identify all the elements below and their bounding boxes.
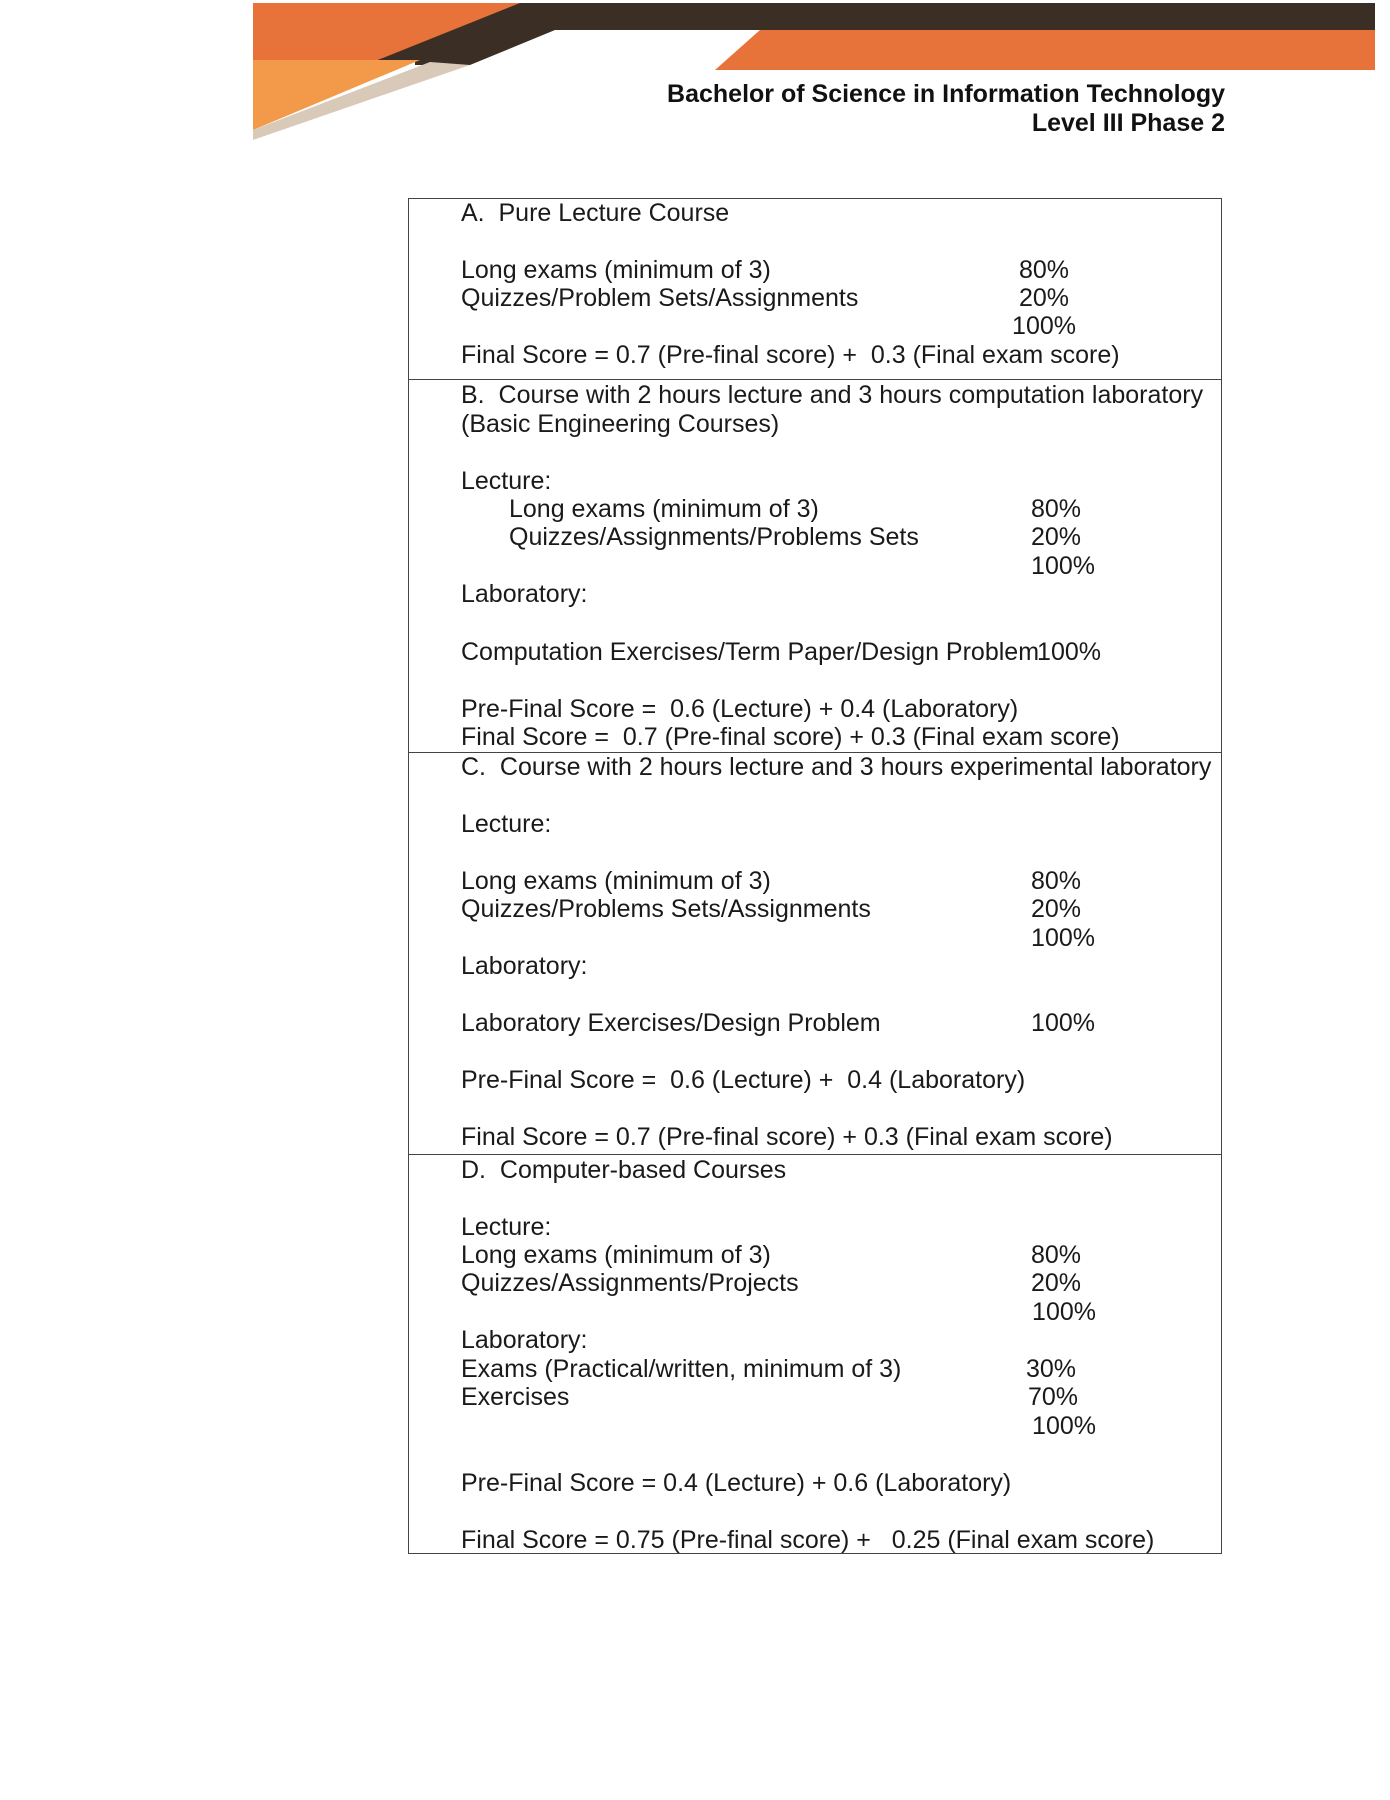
section-d-lab-label: Laboratory: <box>461 1326 588 1354</box>
section-b-title: B. Course with 2 hours lecture and 3 hours computation laboratory <box>461 381 1204 409</box>
section-d-lecture-label: Lecture: <box>461 1213 552 1241</box>
section-c-lecture-row-label: Long exams (minimum of 3) <box>461 867 771 895</box>
section-c-lab-row-value: 100% <box>1031 1009 1095 1037</box>
section-b-subtitle: (Basic Engineering Courses) <box>461 410 780 438</box>
section-b <box>409 380 1221 753</box>
banner-orange-right <box>715 30 1375 70</box>
section-d-lab-row-label: Exercises <box>461 1383 570 1411</box>
section-c-lecture-row-value: 20% <box>1030 895 1081 923</box>
section-c-lecture-row-label: Quizzes/Problems Sets/Assignments <box>461 895 871 923</box>
section-c-prefinal-score: Pre-Final Score = 0.6 (Lecture) + 0.4 (Laboratory) <box>461 1066 1026 1094</box>
section-c-lecture-label: Lecture: <box>461 810 552 838</box>
section-a-total: 100% <box>1012 312 1076 340</box>
section-d-final-score: Final Score = 0.75 (Pre-final score) + 0.25 (Final exam score) <box>461 1526 1155 1554</box>
banner-light-orange <box>253 60 420 130</box>
section-b-prefinal-score: Pre-Final Score = 0.6 (Lecture) + 0.4 (Laboratory) <box>461 695 1019 723</box>
section-b-lecture-label: Lecture: <box>461 467 552 495</box>
section-b-lecture-total: 100% <box>1031 552 1095 580</box>
section-d-prefinal-score: Pre-Final Score = 0.4 (Lecture) + 0.6 (Laboratory) <box>461 1469 1012 1497</box>
section-c <box>409 753 1221 1155</box>
section-b-final-score: Final Score = 0.7 (Pre-final score) + 0.3 (Final exam score) <box>461 723 1120 751</box>
section-d-title: D. Computer-based Courses <box>461 1156 787 1184</box>
section-b-lecture-row-value: 20% <box>1030 523 1081 551</box>
section-d-lab-row-value: 30% <box>1025 1355 1076 1383</box>
section-d-lab-total: 100% <box>1032 1412 1096 1440</box>
section-d-lecture-row-label: Long exams (minimum of 3) <box>461 1241 771 1269</box>
section-a-row-label: Quizzes/Problem Sets/Assignments <box>461 284 859 312</box>
section-d-lab-row-value: 70% <box>1027 1383 1078 1411</box>
section-d-lecture-total: 100% <box>1032 1298 1096 1326</box>
level-phase: Level III Phase 2 <box>1031 109 1225 137</box>
section-d-lecture-row-value: 80% <box>1030 1241 1081 1269</box>
section-d-lecture-row-label: Quizzes/Assignments/Projects <box>461 1269 799 1297</box>
section-b-lecture-row-label: Long exams (minimum of 3) <box>509 495 819 523</box>
section-a-title: A. Pure Lecture Course <box>461 199 730 227</box>
section-c-lecture-total: 100% <box>1031 924 1095 952</box>
section-a-final-score: Final Score = 0.7 (Pre-final score) + 0.3 (Final exam score) <box>461 341 1120 369</box>
section-d-lab-row-label: Exams (Practical/written, minimum of 3) <box>461 1355 902 1383</box>
section-b-lab-row-value: 100% <box>1037 638 1101 666</box>
section-b-lab-label: Laboratory: <box>461 580 588 608</box>
section-b-lecture-row-value: 80% <box>1030 495 1081 523</box>
section-c-lab-row-label: Laboratory Exercises/Design Problem <box>461 1009 881 1037</box>
section-a-row-value: 20% <box>1018 284 1069 312</box>
section-a-row-label: Long exams (minimum of 3) <box>461 256 771 284</box>
section-a-row-value: 80% <box>1018 256 1069 284</box>
section-b-lecture-row-label: Quizzes/Assignments/Problems Sets <box>509 523 919 551</box>
section-a <box>409 199 1221 380</box>
section-c-final-score: Final Score = 0.7 (Pre-final score) + 0.3 (Final exam score) <box>461 1123 1113 1151</box>
grading-table <box>408 198 1222 1554</box>
section-c-lab-label: Laboratory: <box>461 952 588 980</box>
section-c-lecture-row-value: 80% <box>1030 867 1081 895</box>
section-d-lecture-row-value: 20% <box>1030 1269 1081 1297</box>
section-c-title: C. Course with 2 hours lecture and 3 hours experimental laboratory <box>461 753 1212 781</box>
program-title: Bachelor of Science in Information Technology <box>667 80 1225 108</box>
section-b-lab-row-label: Computation Exercises/Term Paper/Design Problem <box>461 638 1040 666</box>
section-d <box>409 1155 1221 1553</box>
